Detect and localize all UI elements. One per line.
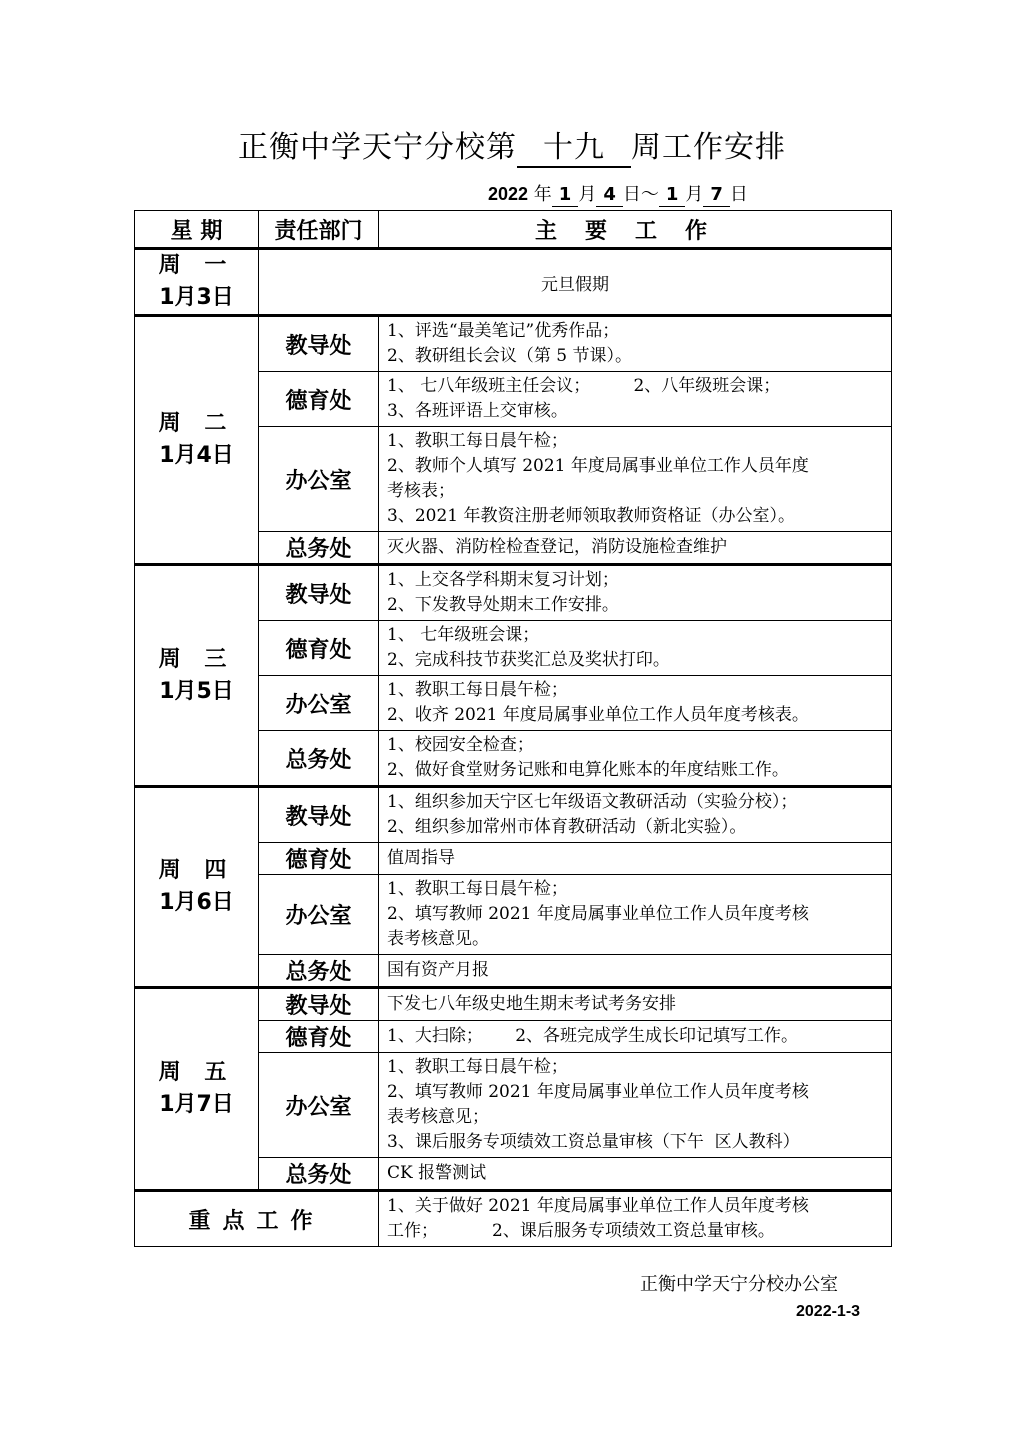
date-end-day-label: 日 <box>729 184 748 205</box>
weekday-label: 周 三 <box>158 646 235 672</box>
table-row <box>135 988 892 1021</box>
title-week-number: 十九 <box>517 130 631 168</box>
work-line: 3、各班评语上交审核。 <box>387 401 568 421</box>
work-line: 1、教职工每日晨午检； <box>387 879 568 899</box>
dept-cell: 总务处 <box>259 731 379 787</box>
date-day-label: 日～ <box>622 184 659 205</box>
weekday-label: 周 一 <box>158 253 235 278</box>
work-cell <box>379 787 892 843</box>
work-line: 2、下发教导处期末工作安排。 <box>387 595 619 615</box>
dept-cell: 办公室 <box>259 1053 379 1158</box>
date-start-day: 4 <box>596 184 623 207</box>
date-year: 2022 <box>488 184 529 204</box>
schedule-table <box>134 210 892 1247</box>
dept-cell: 总务处 <box>259 955 379 988</box>
work-line: 2、组织参加常州市体育教研活动（新北实验）。 <box>387 817 747 837</box>
signature-date: 2022-1-3 <box>796 1303 861 1320</box>
work-cell <box>379 532 892 565</box>
work-line: 2、收齐 2021 年度局属事业单位工作人员年度考核表。 <box>387 705 809 725</box>
work-line: 下发七八年级史地生期末考试考务安排 <box>387 994 676 1014</box>
day-date: 1月4日 <box>159 443 234 468</box>
page-title <box>0 126 1024 170</box>
key-work-label: 重点工作 <box>135 1191 379 1247</box>
day-date: 1月5日 <box>159 678 234 704</box>
work-cell <box>379 731 892 787</box>
date-year-label: 年 <box>533 184 552 205</box>
dept-cell: 办公室 <box>259 875 379 955</box>
dept-cell: 教导处 <box>259 787 379 843</box>
signature: 正衡中学天宁分校办公室 <box>640 1274 838 1295</box>
date-month-label: 月 <box>578 184 597 205</box>
weekday-label: 周 二 <box>158 411 235 436</box>
work-cell <box>379 621 892 676</box>
day-date: 1月3日 <box>159 285 234 310</box>
table-row <box>135 565 892 621</box>
holiday-note: 元旦假期 <box>259 249 892 316</box>
dept-cell: 教导处 <box>259 988 379 1021</box>
date-start-month: 1 <box>552 184 579 207</box>
work-line: 2、教研组长会议（第 5 节课）。 <box>387 346 632 366</box>
weekday-label: 周 五 <box>158 1060 235 1085</box>
work-cell <box>379 1021 892 1053</box>
dept-cell: 总务处 <box>259 1158 379 1191</box>
work-line: 考核表； <box>387 481 455 501</box>
dept-cell: 教导处 <box>259 316 379 372</box>
work-line: CK 报警测试 <box>387 1163 487 1183</box>
work-line: 国有资产月报 <box>387 960 489 980</box>
table-row <box>135 787 892 843</box>
work-line: 1、上交各学科期末复习计划； <box>387 570 619 590</box>
work-cell <box>379 565 892 621</box>
header-dept: 责任部门 <box>259 211 379 249</box>
work-line: 1、教职工每日晨午检； <box>387 680 568 700</box>
work-cell <box>379 843 892 875</box>
work-line: 表考核意见。 <box>387 929 489 949</box>
work-line: 1、组织参加天宁区七年级语文教研活动（实验分校）； <box>387 792 798 812</box>
work-line: 1、 七八年级班主任会议； 2、八年级班会课； <box>387 376 781 396</box>
work-line: 1、校园安全检查； <box>387 735 534 755</box>
day-cell <box>135 316 259 565</box>
work-line: 值周指导 <box>387 848 455 868</box>
work-line: 1、评选“最美笔记”优秀作品； <box>387 321 620 341</box>
title-suffix: 周工作安排 <box>631 130 786 165</box>
work-cell <box>379 427 892 532</box>
date-end-month: 1 <box>659 184 686 207</box>
work-cell <box>379 676 892 731</box>
key-work-row <box>135 1191 892 1247</box>
work-line: 2、完成科技节获奖汇总及奖状打印。 <box>387 650 670 670</box>
work-line: 3、2021 年教资注册老师领取教师资格证（办公室）。 <box>387 506 795 526</box>
day-cell <box>135 988 259 1191</box>
work-cell <box>379 316 892 372</box>
day-cell <box>135 787 259 988</box>
work-line: 灭火器、消防栓检查登记，消防设施检查维护 <box>387 537 727 557</box>
work-line: 1、关于做好 2021 年度局属事业单位工作人员年度考核 <box>387 1196 809 1216</box>
date-range <box>488 180 748 209</box>
dept-cell: 总务处 <box>259 532 379 565</box>
dept-cell: 办公室 <box>259 427 379 532</box>
work-cell <box>379 988 892 1021</box>
key-work-cell <box>379 1191 892 1247</box>
day-cell <box>135 565 259 787</box>
work-line: 2、教师个人填写 2021 年度局属事业单位工作人员年度 <box>387 456 809 476</box>
work-line: 表考核意见； <box>387 1107 489 1127</box>
work-line: 工作； 2、课后服务专项绩效工资总量审核。 <box>387 1221 775 1241</box>
work-line: 2、填写教师 2021 年度局属事业单位工作人员年度考核 <box>387 904 809 924</box>
date-end-day: 7 <box>703 184 730 207</box>
table-row <box>135 316 892 372</box>
date-end-month-label: 月 <box>685 184 704 205</box>
work-line: 1、大扫除； 2、各班完成学生成长印记填写工作。 <box>387 1026 799 1046</box>
day-cell <box>135 249 259 316</box>
work-line: 2、做好食堂财务记账和电算化账本的年度结账工作。 <box>387 760 789 780</box>
dept-cell: 德育处 <box>259 621 379 676</box>
work-cell <box>379 1053 892 1158</box>
dept-cell: 德育处 <box>259 1021 379 1053</box>
work-line: 1、 七年级班会课； <box>387 625 540 645</box>
work-cell <box>379 955 892 988</box>
header-row <box>135 211 892 249</box>
header-main-work: 主要工作 <box>379 211 892 249</box>
dept-cell: 办公室 <box>259 676 379 731</box>
day-date: 1月6日 <box>159 890 234 915</box>
header-day: 星 期 <box>135 211 259 249</box>
work-line: 1、教职工每日晨午检； <box>387 1057 568 1077</box>
work-line: 2、填写教师 2021 年度局属事业单位工作人员年度考核 <box>387 1082 809 1102</box>
dept-cell: 德育处 <box>259 372 379 427</box>
day-date: 1月7日 <box>159 1092 234 1117</box>
dept-cell: 德育处 <box>259 843 379 875</box>
work-line: 1、教职工每日晨午检； <box>387 431 568 451</box>
work-cell <box>379 1158 892 1191</box>
work-cell <box>379 372 892 427</box>
weekday-label: 周 四 <box>158 858 235 883</box>
monday-row <box>135 249 892 316</box>
work-line: 3、课后服务专项绩效工资总量审核（下午 区人教科） <box>387 1132 800 1152</box>
title-prefix: 正衡中学天宁分校第 <box>238 130 517 165</box>
dept-cell: 教导处 <box>259 565 379 621</box>
work-cell <box>379 875 892 955</box>
